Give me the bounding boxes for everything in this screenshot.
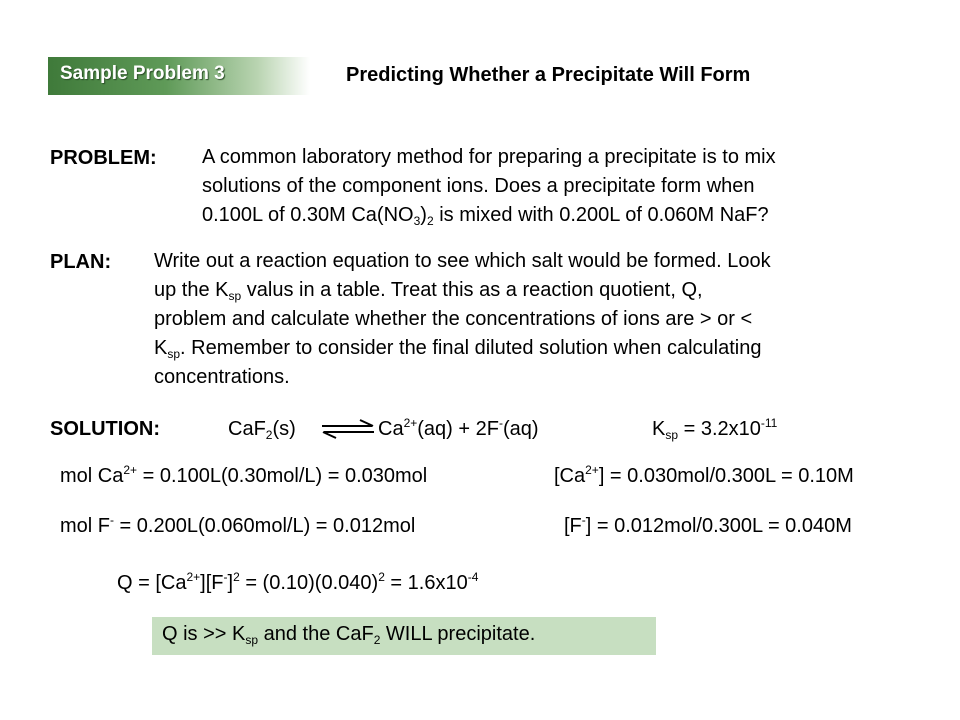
plan-text xyxy=(154,247,771,392)
plan-line-4: $K_{sp}$. Remember to consider the final diluted solution when calculating xyxy=(154,337,762,361)
problem-line-2: solutions of the component ions. Does a precipitate form when xyxy=(202,175,755,197)
reaction-quotient: $Q = [Ca^{2+}][F^-]^2 = (0.10)(0.040)^2 = 1.6x10^{-4}$ xyxy=(117,570,479,594)
page-title: Predicting Whether a Precipitate Will Form xyxy=(346,64,751,86)
reaction-products: $Ca^{2+}(aq) + 2F^-(aq)$ xyxy=(378,416,539,440)
plan-label: PLAN: xyxy=(50,251,112,273)
plan-line-5: concentrations. xyxy=(154,366,290,388)
conclusion-text: Q is >> $K_{sp}$ and the CaF$_2$ WILL precipitate. xyxy=(162,623,536,647)
problem-line-3: 0.100L of 0.30M $Ca(NO_3)_2$ is mixed with 0.200L of 0.060M NaF? xyxy=(202,204,769,228)
ksp-value: $K_{sp} = 3.2x10^{-11}$ xyxy=(652,416,778,442)
sample-problem-tag xyxy=(48,57,310,95)
conclusion-box xyxy=(152,617,656,655)
reaction-reactant: CaF$_2$(s) xyxy=(228,418,296,442)
fluoride-moles: mol F- = 0.200L(0.060mol/L) = 0.012mol xyxy=(60,513,416,537)
calcium-moles: mol $Ca^{2+} = 0.100L(0.30mol/L) = 0.030mol$ xyxy=(60,463,428,487)
plan-line-1: Write out a reaction equation to see which salt would be formed. Look xyxy=(154,250,771,272)
equilibrium-arrows-icon xyxy=(320,418,376,440)
plan-line-2: up the $K_{sp}$ valus in a table. Treat this as a reaction quotient, Q, xyxy=(154,279,703,303)
solution-label: SOLUTION: xyxy=(50,418,160,440)
problem-line-1: A common laboratory method for preparing a precipitate is to mix xyxy=(202,146,776,168)
problem-text xyxy=(202,143,776,230)
sample-problem-label: Sample Problem 3 xyxy=(60,63,225,84)
problem-label: PROBLEM: xyxy=(50,147,157,169)
fluoride-concentration: [F-] = 0.012mol/0.300L = 0.040M xyxy=(564,513,852,537)
calcium-concentration: $[Ca^{2+}] = 0.030mol/0.300L = 0.10M$ xyxy=(554,463,854,487)
plan-line-3: problem and calculate whether the concentrations of ions are > or < xyxy=(154,308,753,330)
